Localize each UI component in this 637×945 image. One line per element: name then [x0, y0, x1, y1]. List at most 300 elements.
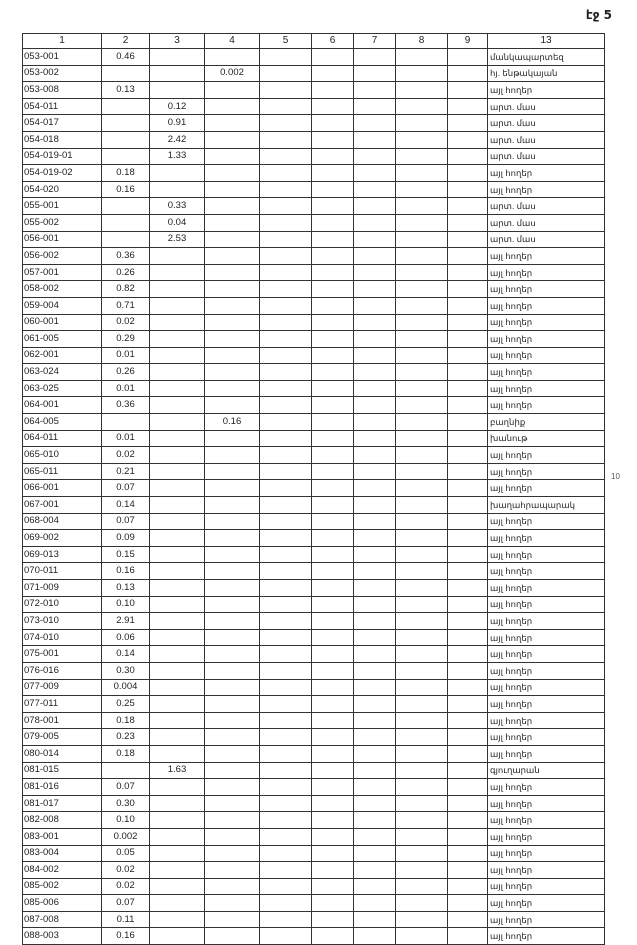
area-cell	[312, 662, 354, 679]
area-cell	[260, 828, 312, 845]
land-use-cell: այլ հողեր	[488, 596, 605, 613]
area-cell	[205, 281, 260, 298]
area-cell: 0.36	[102, 248, 150, 265]
area-cell	[396, 231, 448, 248]
area-cell	[260, 165, 312, 182]
area-cell	[260, 895, 312, 912]
area-cell	[260, 65, 312, 82]
area-cell	[205, 513, 260, 530]
area-cell	[354, 264, 396, 281]
area-cell	[260, 729, 312, 746]
area-cell	[312, 131, 354, 148]
area-cell	[448, 165, 488, 182]
area-cell	[448, 364, 488, 381]
area-cell	[312, 214, 354, 231]
table-row	[23, 828, 605, 845]
area-cell	[260, 646, 312, 663]
area-cell: 0.16	[102, 928, 150, 945]
area-cell	[448, 646, 488, 663]
area-cell	[150, 795, 205, 812]
land-use-cell: այլ հողեր	[488, 712, 605, 729]
parcel-code-cell: 064-011	[23, 430, 102, 447]
parcel-code-cell: 053-008	[23, 82, 102, 99]
area-cell	[354, 380, 396, 397]
area-cell	[448, 248, 488, 265]
table-row	[23, 264, 605, 281]
area-cell: 0.09	[102, 530, 150, 547]
area-cell	[448, 513, 488, 530]
area-cell: 0.02	[102, 878, 150, 895]
land-use-cell: խաղահրապարակ	[488, 497, 605, 514]
land-use-cell: այլ հողեր	[488, 347, 605, 364]
table-row	[23, 181, 605, 198]
area-cell	[205, 347, 260, 364]
area-cell	[150, 878, 205, 895]
table-row	[23, 862, 605, 879]
land-use-cell: այլ հողեր	[488, 82, 605, 99]
area-cell	[312, 729, 354, 746]
area-cell	[102, 231, 150, 248]
area-cell	[205, 762, 260, 779]
area-cell: 0.06	[102, 629, 150, 646]
area-cell	[448, 98, 488, 115]
table-row	[23, 397, 605, 414]
area-cell	[354, 148, 396, 165]
area-cell: 0.07	[102, 895, 150, 912]
land-use-cell: արտ. մաս	[488, 131, 605, 148]
area-cell	[448, 281, 488, 298]
area-cell	[150, 463, 205, 480]
area-cell: 0.82	[102, 281, 150, 298]
table-row	[23, 214, 605, 231]
parcel-code-cell: 056-001	[23, 231, 102, 248]
area-cell	[354, 911, 396, 928]
area-cell	[396, 264, 448, 281]
area-cell	[150, 696, 205, 713]
area-cell	[150, 729, 205, 746]
area-cell	[354, 480, 396, 497]
parcel-code-cell: 069-002	[23, 530, 102, 547]
area-cell	[260, 812, 312, 829]
area-cell	[448, 745, 488, 762]
area-cell	[396, 828, 448, 845]
area-cell	[260, 447, 312, 464]
area-cell	[260, 480, 312, 497]
area-cell	[448, 530, 488, 547]
area-cell	[312, 712, 354, 729]
area-cell	[260, 198, 312, 215]
area-cell	[260, 795, 312, 812]
area-cell	[260, 98, 312, 115]
area-cell: 0.15	[102, 546, 150, 563]
area-cell	[396, 463, 448, 480]
parcel-code-cell: 063-025	[23, 380, 102, 397]
area-cell	[150, 430, 205, 447]
land-use-cell: մանկապարտեզ	[488, 49, 605, 66]
area-cell	[354, 762, 396, 779]
land-use-cell: այլ հողեր	[488, 646, 605, 663]
area-cell	[205, 862, 260, 879]
area-cell: 0.16	[102, 563, 150, 580]
area-cell: 0.18	[102, 745, 150, 762]
table-row	[23, 845, 605, 862]
table-row	[23, 779, 605, 796]
area-cell: 0.23	[102, 729, 150, 746]
area-cell	[354, 214, 396, 231]
area-cell	[354, 895, 396, 912]
area-cell	[312, 480, 354, 497]
area-cell	[396, 347, 448, 364]
area-cell	[354, 497, 396, 514]
parcel-code-cell: 081-016	[23, 779, 102, 796]
parcel-code-cell: 077-009	[23, 679, 102, 696]
area-cell: 0.10	[102, 596, 150, 613]
area-cell	[448, 696, 488, 713]
area-cell: 0.21	[102, 463, 150, 480]
land-use-cell: բաղնիք	[488, 414, 605, 431]
table-row	[23, 364, 605, 381]
area-cell	[312, 331, 354, 348]
area-cell	[260, 878, 312, 895]
column-header: 4	[205, 34, 260, 49]
area-cell	[354, 646, 396, 663]
area-cell	[448, 845, 488, 862]
area-cell	[205, 98, 260, 115]
area-cell	[396, 795, 448, 812]
area-cell	[312, 580, 354, 597]
area-cell	[260, 314, 312, 331]
area-cell	[396, 331, 448, 348]
area-cell	[150, 596, 205, 613]
area-cell	[205, 563, 260, 580]
table-row	[23, 65, 605, 82]
land-use-cell: այլ հողեր	[488, 696, 605, 713]
area-cell	[205, 331, 260, 348]
area-cell: 0.30	[102, 795, 150, 812]
area-cell	[205, 911, 260, 928]
land-use-cell: այլ հողեր	[488, 862, 605, 879]
area-cell	[396, 729, 448, 746]
land-use-cell: արտ. մաս	[488, 198, 605, 215]
area-cell	[205, 828, 260, 845]
area-cell	[448, 629, 488, 646]
area-cell: 0.002	[205, 65, 260, 82]
table-row	[23, 49, 605, 66]
area-cell	[396, 546, 448, 563]
area-cell	[396, 480, 448, 497]
parcel-code-cell: 074-010	[23, 629, 102, 646]
area-cell: 0.26	[102, 364, 150, 381]
area-cell	[260, 596, 312, 613]
area-cell	[312, 314, 354, 331]
area-cell	[312, 795, 354, 812]
parcel-code-cell: 075-001	[23, 646, 102, 663]
area-cell	[354, 878, 396, 895]
column-header: 1	[23, 34, 102, 49]
area-cell	[448, 314, 488, 331]
area-cell	[150, 414, 205, 431]
area-cell	[396, 214, 448, 231]
area-cell	[312, 397, 354, 414]
land-use-cell: արտ. մաս	[488, 98, 605, 115]
area-cell	[102, 148, 150, 165]
area-cell: 1.33	[150, 148, 205, 165]
parcel-code-cell: 087-008	[23, 911, 102, 928]
area-cell: 0.05	[102, 845, 150, 862]
area-cell	[205, 895, 260, 912]
land-use-cell: այլ հողեր	[488, 530, 605, 547]
area-cell	[312, 231, 354, 248]
area-cell	[396, 712, 448, 729]
parcel-code-cell: 081-017	[23, 795, 102, 812]
area-cell	[354, 297, 396, 314]
area-cell	[354, 430, 396, 447]
area-cell	[102, 214, 150, 231]
table-row	[23, 895, 605, 912]
area-cell	[396, 131, 448, 148]
area-cell	[448, 231, 488, 248]
area-cell	[260, 613, 312, 630]
area-cell	[260, 629, 312, 646]
area-cell	[260, 762, 312, 779]
area-cell: 0.71	[102, 297, 150, 314]
area-cell	[150, 845, 205, 862]
area-cell	[205, 430, 260, 447]
land-use-cell: հյ. ենթակայան	[488, 65, 605, 82]
land-use-cell: այլ հողեր	[488, 463, 605, 480]
column-header: 9	[448, 34, 488, 49]
parcel-code-cell: 082-008	[23, 812, 102, 829]
area-cell	[205, 696, 260, 713]
area-cell: 0.002	[102, 828, 150, 845]
area-cell: 0.02	[102, 447, 150, 464]
area-cell	[448, 895, 488, 912]
area-cell	[260, 463, 312, 480]
area-cell	[150, 181, 205, 198]
parcel-code-cell: 053-001	[23, 49, 102, 66]
area-cell: 0.11	[102, 911, 150, 928]
land-use-cell: այլ հողեր	[488, 480, 605, 497]
area-cell	[150, 82, 205, 99]
parcel-code-cell: 080-014	[23, 745, 102, 762]
area-cell	[396, 98, 448, 115]
area-cell	[205, 264, 260, 281]
area-cell	[312, 447, 354, 464]
area-cell	[150, 397, 205, 414]
area-cell	[205, 795, 260, 812]
area-cell	[312, 82, 354, 99]
area-cell	[354, 65, 396, 82]
area-cell	[312, 613, 354, 630]
area-cell	[448, 82, 488, 99]
parcel-code-cell: 064-005	[23, 414, 102, 431]
area-cell	[150, 646, 205, 663]
parcel-code-cell: 060-001	[23, 314, 102, 331]
area-cell	[312, 115, 354, 132]
area-cell	[260, 911, 312, 928]
land-use-cell: այլ հողեր	[488, 380, 605, 397]
parcel-code-cell: 077-011	[23, 696, 102, 713]
area-cell: 0.30	[102, 662, 150, 679]
area-cell	[205, 181, 260, 198]
area-cell	[448, 347, 488, 364]
area-cell	[150, 862, 205, 879]
area-cell	[396, 745, 448, 762]
area-cell	[150, 563, 205, 580]
table-row	[23, 530, 605, 547]
table-row	[23, 231, 605, 248]
area-cell	[354, 98, 396, 115]
land-use-cell: այլ հողեր	[488, 580, 605, 597]
area-cell: 0.16	[102, 181, 150, 198]
table-row	[23, 596, 605, 613]
parcel-code-cell: 083-004	[23, 845, 102, 862]
area-cell: 0.91	[150, 115, 205, 132]
parcel-code-cell: 070-011	[23, 563, 102, 580]
land-use-cell: արտ. մաս	[488, 231, 605, 248]
land-use-cell: գյուղարան	[488, 762, 605, 779]
area-cell	[312, 414, 354, 431]
table-row	[23, 563, 605, 580]
area-cell	[312, 745, 354, 762]
area-cell	[312, 779, 354, 796]
area-cell	[396, 662, 448, 679]
page-number: էջ 5	[585, 8, 612, 22]
area-cell	[312, 546, 354, 563]
area-cell	[205, 447, 260, 464]
area-cell	[150, 297, 205, 314]
parcel-code-cell: 054-017	[23, 115, 102, 132]
column-header: 3	[150, 34, 205, 49]
land-use-cell: խանութ	[488, 430, 605, 447]
table-row	[23, 629, 605, 646]
land-use-cell: այլ հողեր	[488, 181, 605, 198]
parcel-code-cell: 084-002	[23, 862, 102, 879]
land-use-cell: այլ հողեր	[488, 895, 605, 912]
area-cell	[312, 828, 354, 845]
land-use-cell: այլ հողեր	[488, 662, 605, 679]
table-row	[23, 696, 605, 713]
area-cell	[396, 364, 448, 381]
area-cell	[396, 629, 448, 646]
area-cell	[312, 347, 354, 364]
area-cell	[205, 928, 260, 945]
area-cell	[102, 131, 150, 148]
area-cell	[205, 165, 260, 182]
column-header: 6	[312, 34, 354, 49]
area-cell	[396, 447, 448, 464]
table-row	[23, 745, 605, 762]
area-cell	[150, 364, 205, 381]
column-header: 5	[260, 34, 312, 49]
area-cell	[205, 214, 260, 231]
area-cell	[396, 530, 448, 547]
land-use-cell: այլ հողեր	[488, 281, 605, 298]
area-cell	[150, 331, 205, 348]
table-row	[23, 82, 605, 99]
area-cell	[205, 729, 260, 746]
table-row	[23, 878, 605, 895]
table-row	[23, 447, 605, 464]
area-cell	[354, 729, 396, 746]
area-cell	[205, 546, 260, 563]
table-row	[23, 414, 605, 431]
area-cell	[260, 696, 312, 713]
area-cell	[312, 430, 354, 447]
area-cell: 0.10	[102, 812, 150, 829]
parcel-code-cell: 065-010	[23, 447, 102, 464]
parcel-code-cell: 053-002	[23, 65, 102, 82]
table-row	[23, 281, 605, 298]
area-cell	[448, 49, 488, 66]
area-cell	[205, 397, 260, 414]
area-cell	[396, 679, 448, 696]
area-cell	[448, 65, 488, 82]
area-cell	[354, 248, 396, 265]
area-cell	[312, 928, 354, 945]
table-row	[23, 480, 605, 497]
area-cell	[205, 82, 260, 99]
table-row	[23, 646, 605, 663]
area-cell	[260, 414, 312, 431]
land-use-cell: այլ հողեր	[488, 911, 605, 928]
area-cell	[396, 580, 448, 597]
land-use-cell: այլ հողեր	[488, 165, 605, 182]
area-cell: 0.13	[102, 580, 150, 597]
parcel-code-cell: 068-004	[23, 513, 102, 530]
area-cell	[312, 181, 354, 198]
area-cell	[354, 779, 396, 796]
area-cell	[205, 131, 260, 148]
area-cell	[260, 530, 312, 547]
area-cell	[396, 596, 448, 613]
area-cell	[448, 828, 488, 845]
table-row	[23, 497, 605, 514]
area-cell	[396, 65, 448, 82]
area-cell	[448, 463, 488, 480]
area-cell	[150, 745, 205, 762]
area-cell	[205, 812, 260, 829]
area-cell	[312, 281, 354, 298]
area-cell	[396, 878, 448, 895]
area-cell	[150, 546, 205, 563]
area-cell	[448, 928, 488, 945]
parcel-code-cell: 085-006	[23, 895, 102, 912]
area-cell	[354, 314, 396, 331]
area-cell	[260, 248, 312, 265]
area-cell	[150, 347, 205, 364]
area-cell: 0.004	[102, 679, 150, 696]
land-use-cell: այլ հողեր	[488, 248, 605, 265]
land-use-cell: այլ հողեր	[488, 795, 605, 812]
table-row	[23, 463, 605, 480]
column-header: 2	[102, 34, 150, 49]
land-use-cell: այլ հողեր	[488, 364, 605, 381]
area-cell	[354, 629, 396, 646]
area-cell	[354, 662, 396, 679]
area-cell	[260, 131, 312, 148]
area-cell	[205, 530, 260, 547]
area-cell	[448, 662, 488, 679]
area-cell	[448, 729, 488, 746]
land-use-cell: այլ հողեր	[488, 314, 605, 331]
area-cell	[448, 148, 488, 165]
area-cell	[150, 580, 205, 597]
table-row	[23, 928, 605, 945]
area-cell	[205, 148, 260, 165]
area-cell	[312, 679, 354, 696]
margin-mark: 10	[611, 472, 620, 481]
